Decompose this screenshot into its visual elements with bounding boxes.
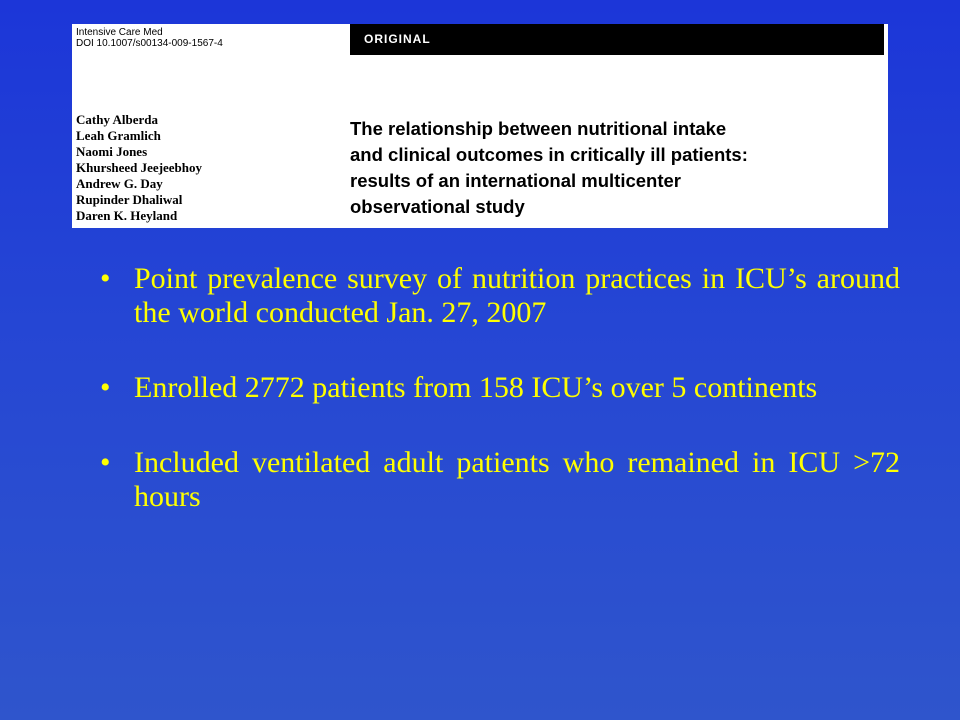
bullet-glyph: • — [100, 371, 111, 404]
article-title-line: observational study — [350, 196, 525, 217]
author: Naomi Jones — [76, 144, 148, 159]
bullet-glyph: • — [100, 446, 111, 479]
bullet-list — [100, 262, 900, 555]
bullet-item — [100, 446, 900, 514]
article-title-line: The relationship between nutritional intake — [350, 118, 727, 139]
article-title-line: and clinical outcomes in critically ill patients: — [350, 144, 748, 165]
section-bar — [350, 24, 884, 55]
journal-name: Intensive Care Med — [76, 27, 163, 38]
article-title — [350, 116, 880, 220]
doi: DOI 10.1007/s00134-009-1567-4 — [76, 38, 223, 49]
bullet-item — [100, 371, 900, 405]
bullet-text: Included ventilated adult patients who remained in ICU >72 hours — [134, 446, 900, 513]
bullet-text: Enrolled 2772 patients from 158 ICU’s over 5 continents — [134, 371, 818, 404]
bullet-item — [100, 262, 900, 330]
bullet-text: Point prevalence survey of nutrition practices in ICU’s around the world conducted Jan. 27, 2007 — [134, 262, 900, 329]
section-label: ORIGINAL — [364, 32, 431, 46]
author: Khursheed Jeejeebhoy — [76, 160, 203, 175]
journal-info — [76, 27, 223, 49]
article-title-line: results of an international multicenter — [350, 170, 682, 191]
author-list — [76, 112, 202, 224]
bullet-glyph: • — [100, 262, 111, 295]
author: Cathy Alberda — [76, 112, 158, 127]
article-header-image — [72, 24, 888, 228]
author: Leah Gramlich — [76, 128, 161, 143]
author: Andrew G. Day — [76, 176, 163, 191]
author: Daren K. Heyland — [76, 208, 178, 223]
author: Rupinder Dhaliwal — [76, 192, 183, 207]
